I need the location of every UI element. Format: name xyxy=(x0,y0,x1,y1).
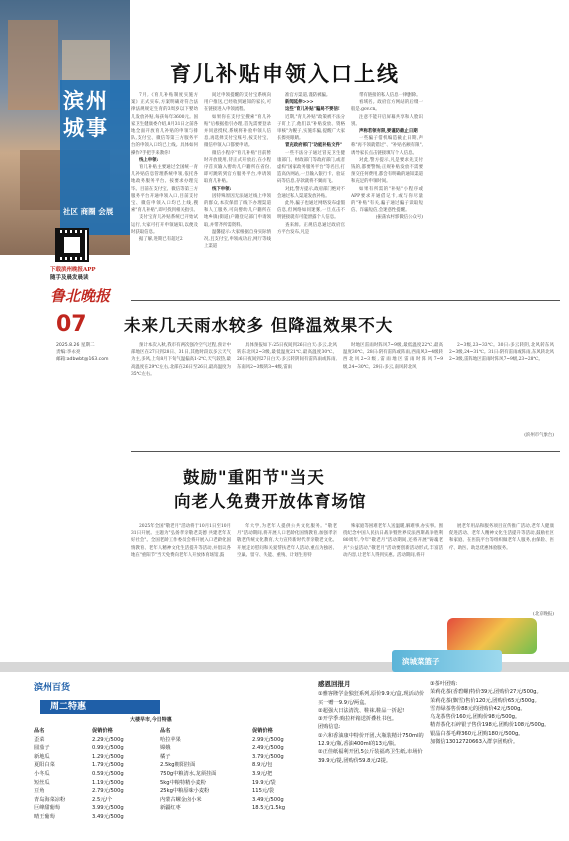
photo-building xyxy=(8,20,58,110)
promo-list xyxy=(318,690,428,765)
paragraph: 温馨提示:大家根据自身实际情况,且支付宝,申领成功后,网厅等线上渠道 xyxy=(204,229,271,250)
product-name: 巨峰甜葡萄 xyxy=(34,805,60,812)
product-price: 1.29元/500g xyxy=(92,753,124,760)
product-name: 哈拉苹果 xyxy=(160,736,181,743)
product-price: 2.5元/个 xyxy=(92,796,113,803)
subheading: 新闻延伸>>> xyxy=(285,100,314,106)
product-price: 3.9元/把 xyxy=(252,770,273,777)
vegetable-image xyxy=(447,618,537,654)
promo-item: ③茶叶团购: xyxy=(430,681,458,687)
product-price: 2.49元/500g xyxy=(252,745,284,752)
column-header: 促销价格 xyxy=(252,728,273,734)
product-name: 2.5kg朝阳挂面 xyxy=(160,762,196,769)
promo-item: ②超强大日法清洗、鞋袜,鞋品一折起! xyxy=(318,707,405,714)
paragraph: 具体预报如下:25日夜间到26日白天:多云,北风转东北风2~3级,最低温度21℃,最高温度30℃。26日夜间到27日白天:多云转阴间有雷阵雨或阵雨,东南风2~3级转3~4级,雷雨 xyxy=(237,343,337,370)
product-price: 115元/袋 xyxy=(252,788,275,795)
paragraph: 殊家庭等困难老年人送温暖,解难事,办实事。围绕纪念中国人民抗日战争暨世界反法西斯战争胜利80周年,今年"敬老月"活动期间,还将开展"铸魂老兵"公益活动,"敬老月"活动要创新活动形式,丰富活动内容,让老年人得到实惠。活动期间,将开 xyxy=(343,524,443,558)
divider xyxy=(131,451,560,452)
article-headline: 向老人免费开放体育场馆 xyxy=(174,492,367,511)
page-number: 07 xyxy=(56,312,87,337)
product-name: 豆角 xyxy=(34,788,45,795)
product-price: 1.19元/500g xyxy=(92,779,124,786)
product-name: 内蒙古螺金卤小米 xyxy=(160,796,202,803)
article-column xyxy=(131,523,231,618)
table-row xyxy=(160,779,320,788)
table-row xyxy=(160,770,320,779)
table-row xyxy=(34,736,154,745)
product-price: 19.9元/袋 xyxy=(252,779,276,786)
editor: 责编:李永亮 xyxy=(56,350,81,355)
article-column xyxy=(449,523,554,611)
paragraph: 间过申领提醒的支付宝系统向用户推送,已经收到通知的家长,可在链接进入申领流程。 xyxy=(204,93,271,113)
article-column xyxy=(277,92,345,292)
product-name: 青岛海菜凉粉 xyxy=(34,796,66,803)
paragraph: 近期,"育儿补贴"政策被不法分子盯上了,他们以"补贴发放、资格审核"为幌子,实施诈骗,提醒广大家长擦亮眼睛。 xyxy=(277,114,345,142)
table-row xyxy=(160,796,320,805)
section-subtitle: 社区 商圈 会展 xyxy=(63,207,114,216)
column-header: 促销价格 xyxy=(92,728,113,734)
ad-banner-text: 滨城菜篮子 xyxy=(402,657,440,666)
article-column xyxy=(449,342,554,432)
promo-column xyxy=(318,680,428,838)
promo-item: 团购信息: xyxy=(318,724,341,731)
product-name: 橘子 xyxy=(160,753,171,760)
table-row xyxy=(34,779,154,788)
promo-item: 茉莉花茶(飘雪)售价120元,团购价65元/500g。 xyxy=(430,697,540,704)
product-name: 嫦娥 xyxy=(160,745,171,752)
product-name: 新疆红枣 xyxy=(160,805,181,812)
article-column xyxy=(343,342,443,442)
paragraph: 时地区雷雨时阵风7~9级,最低温度22℃,最高温度30℃。28日:阴有雷阵或阵雨,西南风3~4级转西北风2~3级,雷雨地区雷雨时阵风7~9级,24~30℃。29日:多云,南风转北风 xyxy=(343,343,443,370)
promo-item: 雪青绿茶售价88元的团购价42元/500g。 xyxy=(430,705,526,712)
product-price: 1.79元/500g xyxy=(92,762,124,769)
paragraph: 年大学,为老年人提供公共文化服务。"敬老月"活动期间,将开展人口老龄化国情教育,加强孝亲敬老传统文化教育,大力宣传新时代孝亲敬老文化。开展走访慰问和关爱帮扶老年人活动,重点为独居、空巢、留守、失能、重残、计划生育特 xyxy=(237,524,337,558)
article-headline: 育儿补贴申领入口上线 xyxy=(170,62,400,86)
product-price: 2.99元/500g xyxy=(252,736,284,743)
promo-item: 乌龙茶售价160元,团购价98元/500g。 xyxy=(430,714,521,721)
table-row xyxy=(34,761,154,770)
paragraph: 2025年全国"敬老月"活动将于10月1日至10月31日开展。主题为"弘扬孝亲敬老美德 共建老年友好社会"。全国老龄工作委员会将开展入口老龄化国情教育、老年人精神文化生活提升等活动,并倡议各地在"重阳节"当天免费向老年人开放体育场馆,鼓 xyxy=(131,524,231,558)
table-row xyxy=(34,804,154,813)
paragraph: 看域名。政府官方网站的后缀一般是.gov.cn。 xyxy=(351,100,423,113)
article-column xyxy=(237,523,337,618)
product-price: 8.9元/包 xyxy=(252,762,273,769)
table-row xyxy=(34,787,154,796)
product-name: 晴王葡萄 xyxy=(34,813,55,820)
paragraph: 对此,警方提示,凡是要求先支付钱的,都要警惕;正规补贴发放不需要预交任何费用,都会有明确的通知渠道和充足的申领时间。 xyxy=(351,157,423,185)
article-source: (滨州市气象台) xyxy=(524,433,554,438)
article-column xyxy=(351,92,423,292)
article-headline: 未来几天雨水较多 但降温效果不大 xyxy=(124,316,394,335)
table-row xyxy=(34,753,154,762)
product-name: 圆茄子 xyxy=(34,745,50,752)
promo-item: ①雅客隆学金独狂系列,原价9.9元/盒,现活动价买一赠一9.9元/两盒。 xyxy=(318,691,425,706)
product-price: 3.99元/500g xyxy=(92,805,124,812)
article-column xyxy=(131,342,231,442)
product-price: 0.99元/500g xyxy=(92,745,124,752)
article-column xyxy=(343,523,443,618)
subheading: 这些"育儿补贴"骗局不要信! xyxy=(285,107,340,113)
product-price: 2.79元/500g xyxy=(92,788,124,795)
qr-code-finder xyxy=(60,233,84,257)
article-column xyxy=(131,92,198,292)
subheading: 线下申领: xyxy=(212,186,232,192)
table-row xyxy=(160,753,320,762)
paragraph: 2~3级,23~33℃。30日:多云转阴,北风转东风2~3级,24~31℃。31日:阴有雷雨或阵雨,东风转北风2~3级,雷阵地区雷雨时阵风7~9级,23~28℃。 xyxy=(449,343,554,363)
product-name: 750g中粮清水,龙须挂面 xyxy=(160,770,217,777)
promo-item: 银晶白茶毛峰360元,团购180元/500g。 xyxy=(430,730,524,737)
paragraph: 注意不能开启屏幕共享和人脸识别。 xyxy=(351,114,423,127)
column-header: 品名 xyxy=(160,728,171,734)
product-name: 新地瓜 xyxy=(34,753,50,760)
table-row xyxy=(34,796,154,805)
table-row xyxy=(34,744,154,753)
newspaper-logo: 鲁北晚报 xyxy=(50,287,111,305)
paragraph: 据了解,进期已有超过2 xyxy=(139,237,183,243)
product-price: 2.29元/500g xyxy=(92,736,124,743)
product-name: 5kg中粮特精小麦粉 xyxy=(160,779,206,786)
product-name: 夏阳白菜 xyxy=(34,762,55,769)
promo-item: 精青茶化石碎银子售价198元,团购价108元/500g。 xyxy=(430,722,550,729)
paragraph: 准官方渠道,谨防被骗。 xyxy=(285,93,331,98)
table-row xyxy=(160,787,320,796)
section-title: 滨州城事 xyxy=(63,89,109,140)
divider xyxy=(131,300,560,301)
qr-caption: 随手及晨发晨读 xyxy=(50,275,89,281)
subheading: 声称若领有限,要谨防截止日期 xyxy=(359,129,418,135)
subheading: 线上申领: xyxy=(139,157,159,163)
paragraph: 一些骗子借机编造截止日期,声称"再不领就错过"、"补贴名额有限",诱导家长点击链接填写个人信息。 xyxy=(351,136,423,156)
article-headline: 鼓励"重阳节"当天 xyxy=(183,468,325,487)
paragraph: 如果你在支付宝搜索"育儿补贴"后根据指引办理,首先需要登录并同意授权,系统将补验申领人信息,再选择支付宝账号,按支付宝、微信申领入口都要申请。 xyxy=(204,114,271,149)
price-table xyxy=(34,727,154,822)
product-name: 歪菜 xyxy=(34,736,45,743)
store-logo: 滨州百货 xyxy=(34,683,71,693)
product-price: 3.49元/500g xyxy=(252,796,284,803)
promo-column xyxy=(430,680,560,838)
paragraph: 育儿补贴主要通过全国统一育儿补贴信息管理系统申领,依托各地政务服务平台、按要求办理完毕。目前在支付宝、微信等第三方服务平台开通申领入口,目前支付宝、微信申领入口均已上线,搜索"育儿补贴",即可找到相关指引。 xyxy=(131,165,198,214)
paragraph: 带有链接的私人信息一律删除。 xyxy=(359,93,421,98)
promo-item: 茉莉花茶(香碧螺)特价39元,团购价27元/500g。 xyxy=(430,689,542,696)
paragraph: 展老年用品和服务项目宣传推广活动,老年人健康促进活动、老年人精神文化生活提升等活动,鼓励社区和家庭、在医院平台等组织做老年人服务,由保险、医疗、助医、助急优惠体验服务。 xyxy=(449,524,554,551)
subheading: 冒充政府部门"功能补贴文件" xyxy=(285,143,343,149)
table-row xyxy=(160,804,320,813)
email: 邮箱:adbwbt@163.com xyxy=(56,357,109,362)
issue-date: 2025.8.26 星期二 xyxy=(56,343,95,348)
product-name: 短丝瓜 xyxy=(34,779,50,786)
product-price: 3.79元/500g xyxy=(252,753,284,760)
table-header xyxy=(160,727,320,736)
table-row xyxy=(160,744,320,753)
paragraph: 查来源。正规信息通过政府官方平台发布,凡是 xyxy=(277,222,345,235)
table-row xyxy=(160,736,320,745)
article-source: (振荡农村郭微信公众号) xyxy=(375,215,423,221)
promo-title: 感恩回报月 xyxy=(318,680,351,688)
article-source: (北京晚报) xyxy=(533,612,554,617)
product-price: 3.49元/500g xyxy=(92,813,124,820)
paragraph: 如果有所需的"补贴"小程序或APP要求开通借记卡,或与你尽量的"补贴"有关,骗子通过骗子读取短信、诈骗短信,会迷惑性提醒。 xyxy=(351,186,423,214)
paragraph: 因特殊原因无法通过线上申领的群众,本次保留了线下办理渠道和人工服务,可向婴幼儿户籍所在地乡镇(街道)户籍登记部门申请领取,并带齐所需资料。 xyxy=(204,193,271,228)
product-price: 18.5元/1.5kg xyxy=(252,805,286,812)
promo-item: ③开学季:购拉杆箱送折叠杜书包。 xyxy=(318,716,398,723)
paragraph: 此外,骗子也通过网络发布虚假信息,但网络如同迷雾,一旦点击不明链接就有可能泄露个人信息。 xyxy=(277,201,345,221)
paragraph: 支付宝育儿补贴系统已开始试运行,大家可打开申领通知,以便及时获取信息。 xyxy=(131,215,198,235)
paragraph: 预计本次入秋,我市有两次强冷空气过程,预计中部地区在27日到28日、31日,其他时段以多云天气为主,多风,上旬8月下旬气温偏高1-2℃,天气较热,最高温度在29℃左右,北部在26日至26日,最高温度为35℃左右。 xyxy=(131,343,231,377)
product-name: 25kg中粮原味小麦粉 xyxy=(160,788,210,795)
qr-caption: 下载滨州晚报APP xyxy=(50,267,96,273)
paragraph: 一些不法分子通过冒充卫生健康部门、财政部门等政府部门,或者虚构"国家政务服务平台"等名目,打造高仿网站,一旦输入银行卡、验证码等信息,存款就将不翼而飞。 xyxy=(277,150,345,185)
table-header xyxy=(34,727,154,736)
promo-list xyxy=(430,680,560,746)
promo-item: 加微信13012720663入群享团购价。 xyxy=(430,739,519,746)
table-row xyxy=(34,770,154,779)
paragraph: 7月,《育儿补贴制度实施方案》正式实布,方案明确对符合法律法规规定生育的3周岁以下婴幼儿发放补贴,每孩每年3600元。国家卫生健康委介绍,8月31日之前各地全面开放育儿补贴的申领与排队,支付宝、微信等第三方服务平台的申领入口均已上线。具体如何操作?手把手来教你! xyxy=(131,93,198,156)
column-header: 品名 xyxy=(34,728,45,734)
ad-title: 周二特惠 xyxy=(40,700,160,714)
paragraph: 微信小程序"育儿补贴"目前暂时开放使用,待正式开放后,在小程序首页输入婴幼儿户籍所在省份,即可跳转到官方服务平台,申请领取育儿补贴。 xyxy=(204,150,271,185)
table-body xyxy=(160,736,320,813)
table-body xyxy=(34,736,154,822)
article-column xyxy=(204,92,271,292)
table-row xyxy=(34,813,154,822)
ad-subtitle: 大楼早市,今日特惠 xyxy=(130,717,172,723)
promo-item: ①六和香油康中特价开团,大瓶装精计750ml的12.9元/瓶,香油400ml的13元/瓶。 xyxy=(318,732,424,748)
table-row xyxy=(160,761,320,770)
promo-item: ②正佳纸福利开团,5公斤装福鸡卫生纸,市场价39.9元/提,团购价59.8元/2提。 xyxy=(318,749,423,764)
paragraph: 对此,警方提示,政府部门绝对不会通过私人渠道发放补贴。 xyxy=(277,186,345,199)
price-table xyxy=(160,727,320,813)
product-name: 小冬瓜 xyxy=(34,770,50,777)
article-column xyxy=(237,342,337,442)
product-price: 0.59元/500g xyxy=(92,770,124,777)
